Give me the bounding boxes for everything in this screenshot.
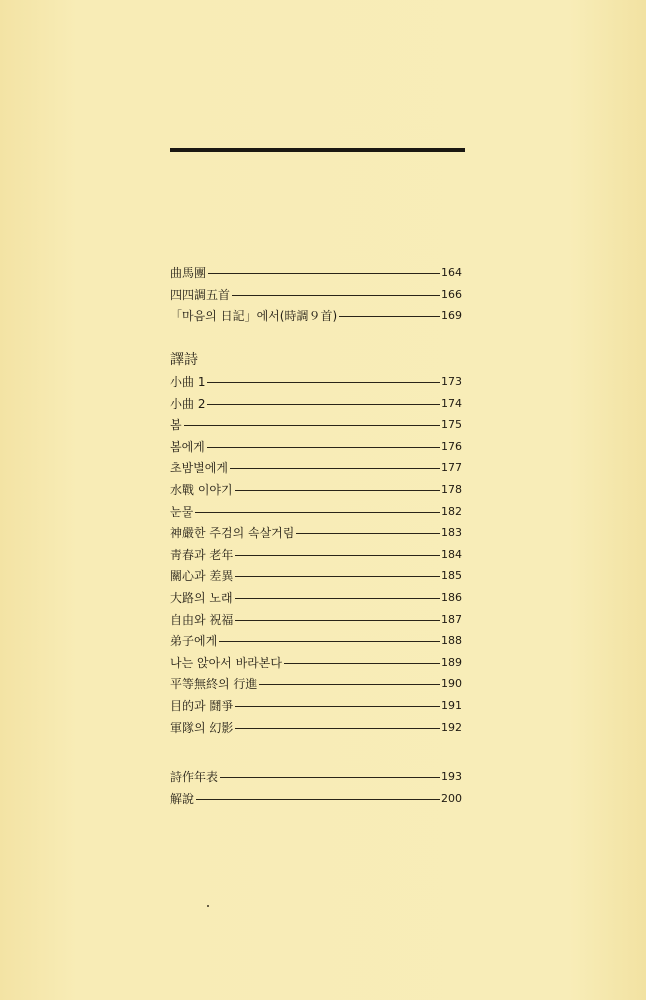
toc-entry-title: 自由와 祝福 [170, 612, 234, 627]
toc-entry-title: 눈물 [170, 504, 194, 519]
toc-entry [170, 457, 462, 479]
toc-entry-page-number: 200 [441, 791, 462, 805]
toc-entry-page-number: 166 [441, 287, 462, 301]
toc-leader-line [235, 728, 440, 729]
toc-entry [170, 479, 462, 501]
toc-entry-title: 軍隊의 幻影 [170, 720, 234, 735]
toc-entry-title: 초밤별에게 [170, 461, 228, 476]
toc-entry [170, 716, 462, 738]
toc-entry-page-number: 191 [441, 698, 462, 712]
toc-entry [170, 608, 462, 630]
toc-entry [170, 787, 462, 809]
toc-leader-line [207, 447, 440, 448]
toc-entry [170, 371, 462, 393]
toc-entry [170, 522, 462, 544]
toc-entry-title: 平等無終의 行進 [170, 677, 258, 692]
toc-leader-line [232, 295, 440, 296]
toc-entry [170, 436, 462, 458]
toc-entry-page-number: 192 [441, 720, 462, 734]
toc-entry-title: 弟子에게 [170, 634, 218, 649]
toc-entry-page-number: 189 [441, 655, 462, 669]
toc-group-translated-poems [170, 371, 462, 738]
toc-entry-page-number: 182 [441, 504, 462, 518]
toc-group-poems [170, 262, 462, 327]
toc-leader-line [235, 620, 440, 621]
toc-leader-line [235, 706, 440, 707]
toc-entry-page-number: 183 [441, 526, 462, 540]
toc-entry-page-number: 177 [441, 461, 462, 475]
toc-entry-title: 나는 앉아서 바라본다 [170, 655, 282, 670]
toc-entry-page-number: 174 [441, 396, 462, 410]
toc-entry-page-number: 188 [441, 634, 462, 648]
toc-entry [170, 587, 462, 609]
header-rule [170, 148, 465, 152]
toc-entry-title: 大路의 노래 [170, 591, 233, 606]
toc-leader-line [219, 641, 440, 642]
toc-entry-title: 詩作年表 [170, 770, 219, 785]
toc-entry-page-number: 185 [441, 569, 462, 583]
toc-leader-line [207, 404, 440, 405]
toc-entry [170, 500, 462, 522]
toc-leader-line [184, 425, 440, 426]
toc-leader-line [259, 684, 440, 685]
toc-leader-line [220, 777, 440, 778]
toc-entry-title: 봄에게 [170, 439, 205, 454]
group-spacer [170, 738, 462, 766]
toc-entry-page-number: 193 [441, 770, 462, 784]
toc-entry-title: 解說 [170, 791, 195, 806]
toc-entry [170, 673, 462, 695]
toc-entry [170, 652, 462, 674]
toc-leader-line [208, 273, 440, 274]
toc-entry [170, 305, 462, 327]
toc-entry [170, 392, 462, 414]
toc-entry [170, 284, 462, 306]
toc-entry [170, 544, 462, 566]
toc-entry-title: 神嚴한 주검의 속살거림 [170, 526, 295, 541]
toc-entry-page-number: 164 [441, 266, 462, 280]
toc-leader-line [296, 533, 440, 534]
toc-entry [170, 414, 462, 436]
paper-speck [207, 905, 209, 907]
toc-group-appendix [170, 766, 462, 809]
toc-leader-line [207, 382, 440, 383]
toc-entry-title: 水戰 이야기 [170, 483, 233, 498]
toc-entry-title: 靑春과 老年 [170, 547, 234, 562]
toc-entry [170, 766, 462, 788]
toc-entry-title: 曲馬團 [170, 266, 207, 281]
toc-entry-title: 小曲 1 [170, 375, 206, 390]
table-of-contents [170, 262, 462, 809]
toc-entry [170, 695, 462, 717]
toc-entry-page-number: 169 [441, 309, 462, 323]
toc-entry-page-number: 175 [441, 418, 462, 432]
toc-leader-line [235, 555, 440, 556]
toc-entry [170, 262, 462, 284]
toc-entry-page-number: 173 [441, 375, 462, 389]
toc-entry-title: 四四調五首 [170, 287, 231, 302]
section-heading-translated-poems: 譯詩 [170, 351, 198, 368]
toc-entry-title: 「마음의 日記」에서(時調９首) [170, 309, 338, 324]
toc-leader-line [195, 512, 440, 513]
toc-entry-page-number: 190 [441, 677, 462, 691]
toc-leader-line [230, 468, 440, 469]
toc-leader-line [284, 663, 440, 664]
toc-entry [170, 630, 462, 652]
toc-leader-line [196, 799, 440, 800]
toc-entry-page-number: 187 [441, 612, 462, 626]
toc-entry-page-number: 176 [441, 439, 462, 453]
toc-entry-title: 目的과 鬪爭 [170, 698, 234, 713]
toc-entry-page-number: 184 [441, 547, 462, 561]
toc-entry-title: 關心과 差異 [170, 569, 234, 584]
toc-entry-title: 小曲 2 [170, 396, 206, 411]
toc-entry-title: 봄 [170, 418, 182, 433]
toc-leader-line [235, 598, 440, 599]
toc-leader-line [235, 490, 440, 491]
toc-leader-line [339, 316, 440, 317]
toc-entry [170, 565, 462, 587]
toc-leader-line [235, 576, 440, 577]
toc-entry-page-number: 186 [441, 591, 462, 605]
toc-entry-page-number: 178 [441, 483, 462, 497]
